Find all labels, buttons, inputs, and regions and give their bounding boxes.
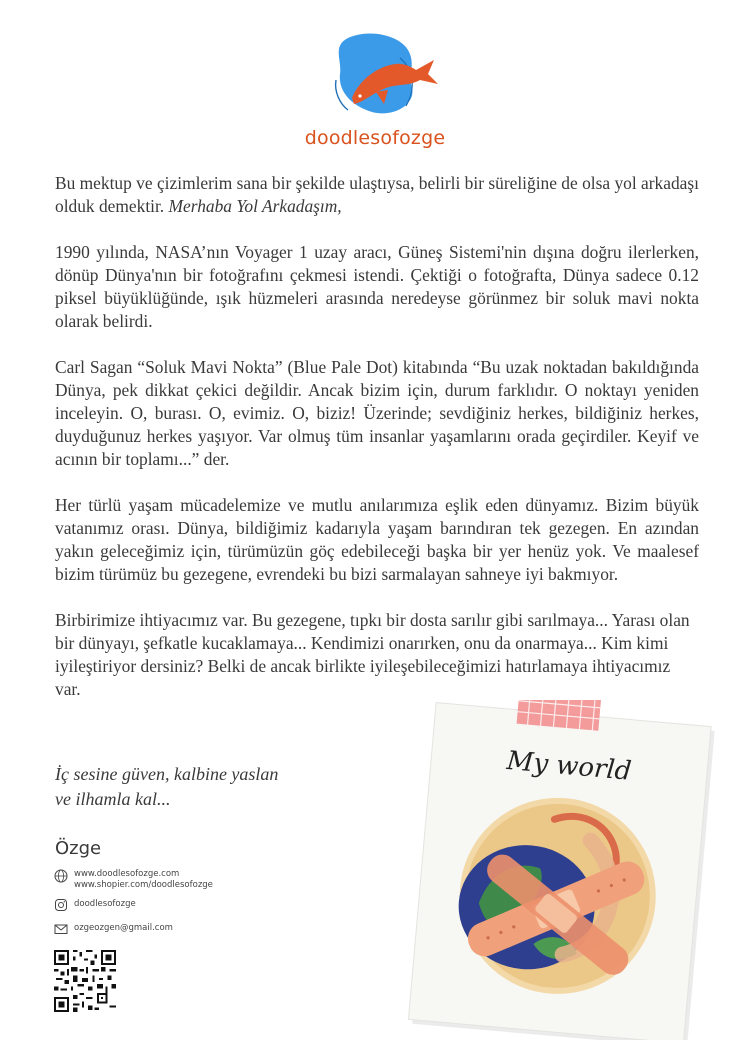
closing-line-2: ve ilhamla kal... xyxy=(55,789,171,809)
letter-body xyxy=(55,172,699,724)
paragraph-intro xyxy=(55,172,699,218)
instagram-contact xyxy=(54,898,136,912)
closing-quote xyxy=(55,762,278,812)
paragraph-voyager: 1990 yılında, NASA’nın Voyager 1 uzay aracı, Güneş Sistemi'nin dışına doğru ilerlerken, dönüp Dünya'nın bir fotoğrafını çekmesi istendi. Çektiği o fotoğrafta, Dünya sadece 0.12 piksel büyüklüğünde, ışık hüzmeleri arasında neredeyse görünmez bir soluk mavi nokta olarak belirdi. xyxy=(55,242,699,331)
qr-code[interactable] xyxy=(54,950,116,1012)
paragraph-together: Birbirimize ihtiyacımız var. Bu gezegene, tıpkı bir dosta sarılır gibi sarılmaya... Yarası olan bir dünyayı, şefkatle kucaklamaya... Kendimizi onarırken, onu da onarmaya... Kim kimi iyileştiriyor dersiniz? Belki de ancak birlikte iyileşebileceğimizi hatırlamaya ihtiyacımız var. xyxy=(55,610,690,699)
instagram-handle[interactable]: doodlesofozge xyxy=(74,899,136,909)
closing-line-1: İç sesine güven, kalbine yaslan xyxy=(55,764,279,784)
paragraph-sagan: Carl Sagan “Soluk Mavi Nokta” (Blue Pale Dot) kitabında “Bu uzak noktadan bakıldığında Dünya, pek dikkat çekici değildir. Ancak bizim için, durum farklıdır. O noktayı yeniden inceleyin. O, burası. O, evimiz. O, biziz! Üzerinde; sevdiğiniz herkes, bildiğiniz herkes, duyduğunuz herkes yaşıyor. Var olmuş tüm insanlar yaşamlarını orada geçirdiler. Keyif ve acının bir toplamı...” der. xyxy=(55,357,699,469)
brand-name: doodlesofozge xyxy=(304,127,446,149)
website-contact xyxy=(54,869,213,891)
greeting-text: Merhaba Yol Arkadaşım, xyxy=(168,196,342,216)
paragraph-earth: Her türlü yaşam mücadelemize ve mutlu anılarımıza eşlik eden dünyamız. Bizim büyük vatanımız orası. Dünya, bildiğimiz kadarıyla yaşam barındıran tek gezegen. En azından yakın geleceğimiz için, türümüzün göç edebileceği başka bir yer henüz yok. Ve maalesef bizim türümüz bu gezegene, evrendeki bu bizi sarmalayan sahneye iyi bakmıyor. xyxy=(55,495,699,584)
website-link[interactable]: www.doodlesofozge.com xyxy=(74,869,180,879)
envelope-icon xyxy=(54,922,68,936)
email-address[interactable]: ozgeozgen@gmail.com xyxy=(74,923,173,933)
polaroid-illustration xyxy=(400,700,720,1040)
instagram-icon xyxy=(54,898,68,912)
globe-icon xyxy=(54,869,68,883)
koi-fish-logo xyxy=(330,30,440,120)
intro-text: Bu mektup ve çizimlerim sana bir şekilde ulaştıysa, belirli bir süreliğine de olsa yol arkadaşı olduk demektir. xyxy=(55,173,699,216)
email-contact xyxy=(54,922,173,936)
signature: Özge xyxy=(55,838,102,859)
shop-link[interactable]: www.shopier.com/doodlesofozge xyxy=(74,880,213,890)
polaroid-caption: My world xyxy=(505,746,633,787)
